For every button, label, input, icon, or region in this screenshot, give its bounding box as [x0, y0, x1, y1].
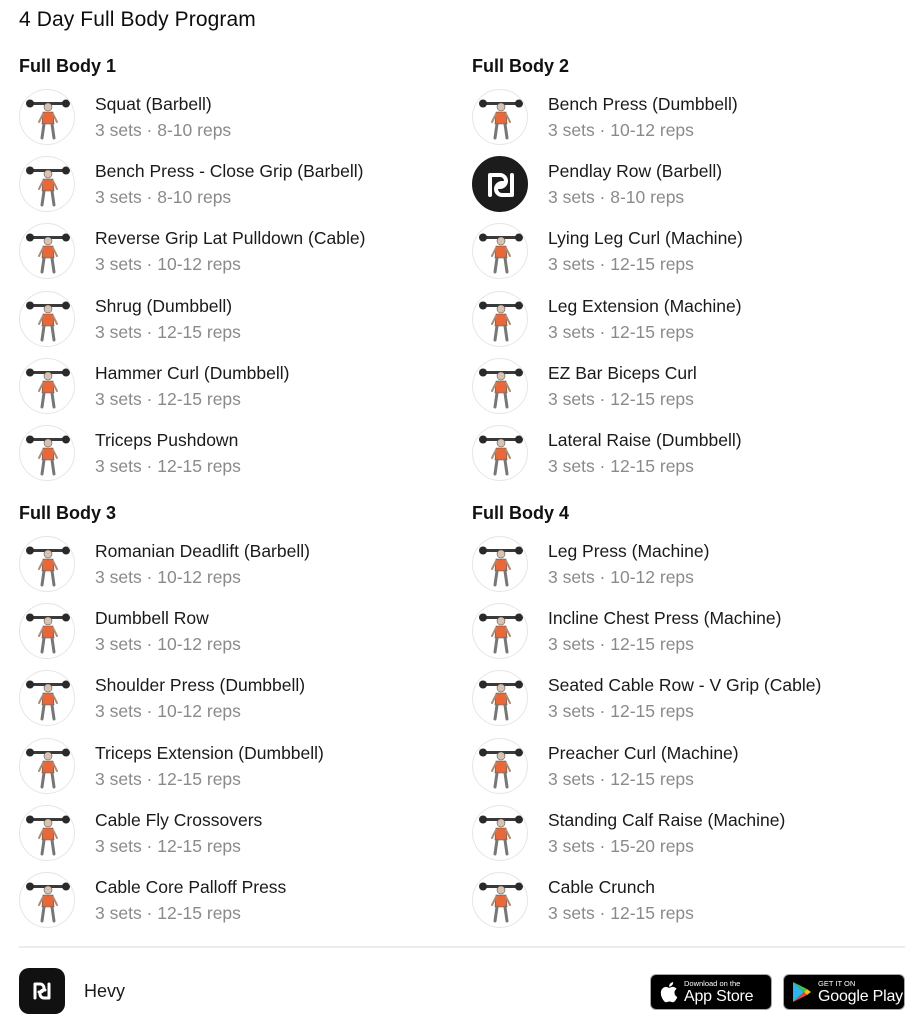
exercise-thumbnail — [19, 223, 75, 279]
exercise-row[interactable] — [472, 87, 912, 147]
exercise-name: Shrug (Dumbbell) — [95, 295, 233, 316]
exercise-row[interactable] — [472, 356, 912, 416]
exercise-name: Cable Crunch — [548, 877, 655, 897]
day-title: Full Body 1 — [19, 56, 117, 76]
exercise-row[interactable] — [472, 803, 912, 863]
exercise-sets-reps: 3 sets · 12-15 reps — [548, 456, 694, 476]
exercise-thumbnail — [472, 603, 528, 659]
exercise-row[interactable] — [19, 423, 459, 483]
exercise-row[interactable] — [472, 736, 912, 796]
exercise-name: Cable Core Palloff Press — [95, 877, 287, 897]
exercise-thumbnail — [19, 89, 75, 145]
brand-name: Hevy — [84, 981, 126, 1001]
exercise-thumbnail — [19, 805, 75, 861]
exercise-name: Romanian Deadlift (Barbell) — [95, 541, 310, 561]
page-title: 4 Day Full Body Program — [19, 8, 256, 31]
exercise-name: Reverse Grip Lat Pulldown (Cable) — [95, 228, 366, 249]
exercise-thumbnail — [472, 805, 528, 861]
exercise-sets-reps: 3 sets · 12-15 reps — [95, 321, 241, 342]
day-section — [472, 501, 912, 921]
exercise-row[interactable] — [472, 601, 912, 661]
exercise-name: Lateral Raise (Dumbbell) — [548, 430, 742, 450]
exercise-thumbnail — [472, 358, 528, 414]
exercise-thumbnail — [19, 738, 75, 794]
exercise-thumbnail — [19, 291, 75, 347]
day-title: Full Body 2 — [472, 56, 570, 76]
day-section — [19, 501, 459, 921]
google-play-icon — [792, 981, 812, 1003]
exercise-thumbnail — [19, 358, 75, 414]
day-section — [472, 54, 912, 474]
day-title: Full Body 4 — [472, 503, 570, 523]
exercise-row[interactable] — [472, 870, 912, 930]
exercise-name: Dumbbell Row — [95, 608, 209, 629]
exercise-row[interactable] — [19, 221, 459, 281]
exercise-name: Bench Press - Close Grip (Barbell) — [95, 161, 364, 182]
exercise-row[interactable] — [19, 289, 459, 349]
exercise-name: Incline Chest Press (Machine) — [548, 608, 782, 629]
exercise-thumbnail — [472, 738, 528, 794]
exercise-name: Seated Cable Row - V Grip (Cable) — [548, 675, 822, 696]
app-store-button[interactable] — [650, 974, 772, 1010]
exercise-sets-reps: 3 sets · 12-15 reps — [548, 254, 694, 275]
exercise-sets-reps: 3 sets · 10-12 reps — [95, 634, 241, 655]
exercise-thumbnail — [19, 425, 75, 481]
exercise-thumbnail — [19, 670, 75, 726]
exercise-thumbnail — [472, 536, 528, 592]
exercise-row[interactable] — [19, 668, 459, 728]
exercise-thumbnail — [472, 291, 528, 347]
exercise-sets-reps: 3 sets · 10-12 reps — [95, 254, 241, 275]
exercise-sets-reps: 3 sets · 8-10 reps — [95, 120, 232, 140]
exercise-sets-reps: 3 sets · 12-15 reps — [95, 768, 241, 789]
exercise-row[interactable] — [19, 356, 459, 416]
exercise-name: Triceps Extension (Dumbbell) — [95, 742, 324, 763]
exercise-name: Cable Fly Crossovers — [95, 809, 263, 830]
exercise-row[interactable] — [19, 87, 459, 147]
exercise-sets-reps: 3 sets · 10-12 reps — [95, 701, 241, 722]
footer-divider — [19, 946, 905, 948]
google-play-small-label: GET IT ON — [818, 979, 856, 988]
exercise-thumbnail — [19, 872, 75, 928]
exercise-row[interactable] — [19, 601, 459, 661]
exercise-sets-reps: 3 sets · 12-15 reps — [548, 634, 694, 655]
exercise-name: Hammer Curl (Dumbbell) — [95, 362, 290, 383]
exercise-name: Shoulder Press (Dumbbell) — [95, 675, 306, 696]
day-section — [19, 54, 459, 474]
exercise-row[interactable] — [472, 423, 912, 483]
exercise-row[interactable] — [472, 221, 912, 281]
exercise-row[interactable] — [19, 534, 459, 594]
exercise-thumbnail — [19, 536, 75, 592]
exercise-row[interactable] — [19, 736, 459, 796]
exercise-thumbnail — [19, 156, 75, 212]
day-title: Full Body 3 — [19, 503, 117, 523]
google-play-button[interactable] — [783, 974, 905, 1010]
exercise-sets-reps: 3 sets · 12-15 reps — [548, 768, 694, 789]
exercise-sets-reps: 3 sets · 15-20 reps — [548, 835, 694, 856]
exercise-row[interactable] — [472, 668, 912, 728]
exercise-row[interactable] — [472, 154, 912, 214]
exercise-sets-reps: 3 sets · 12-15 reps — [95, 456, 241, 476]
exercise-thumbnail — [472, 223, 528, 279]
exercise-sets-reps: 3 sets · 12-15 reps — [95, 388, 241, 409]
exercise-thumbnail — [19, 603, 75, 659]
exercise-thumbnail — [472, 670, 528, 726]
exercise-row[interactable] — [19, 870, 459, 930]
exercise-sets-reps: 3 sets · 8-10 reps — [95, 187, 232, 208]
exercise-sets-reps: 3 sets · 12-15 reps — [95, 903, 241, 923]
exercise-thumbnail — [472, 425, 528, 481]
exercise-row[interactable] — [472, 534, 912, 594]
exercise-sets-reps: 3 sets · 8-10 reps — [548, 187, 685, 208]
exercise-name: EZ Bar Biceps Curl — [548, 362, 697, 383]
exercise-name: Squat (Barbell) — [95, 94, 212, 114]
exercise-name: Bench Press (Dumbbell) — [548, 94, 738, 114]
hevy-logo-icon[interactable] — [19, 968, 65, 1014]
exercise-sets-reps: 3 sets · 10-12 reps — [95, 567, 241, 587]
exercise-name: Preacher Curl (Machine) — [548, 742, 739, 763]
exercise-sets-reps: 3 sets · 10-12 reps — [548, 120, 694, 140]
exercise-name: Standing Calf Raise (Machine) — [548, 809, 786, 830]
exercise-thumbnail — [472, 872, 528, 928]
exercise-sets-reps: 3 sets · 12-15 reps — [548, 388, 694, 409]
exercise-row[interactable] — [19, 803, 459, 863]
apple-icon — [660, 981, 678, 1003]
hevy-logo-icon — [472, 156, 528, 212]
exercise-sets-reps: 3 sets · 12-15 reps — [548, 903, 694, 923]
app-store-small-label: Download on the — [684, 979, 741, 988]
exercise-name: Triceps Pushdown — [95, 430, 239, 450]
exercise-sets-reps: 3 sets · 12-15 reps — [95, 835, 241, 856]
exercise-name: Leg Press (Machine) — [548, 541, 710, 561]
exercise-sets-reps: 3 sets · 10-12 reps — [548, 567, 694, 587]
exercise-row[interactable] — [472, 289, 912, 349]
google-play-label: Google Play — [818, 988, 903, 1005]
exercise-sets-reps: 3 sets · 12-15 reps — [548, 701, 694, 722]
exercise-sets-reps: 3 sets · 12-15 reps — [548, 321, 694, 342]
exercise-thumbnail — [472, 89, 528, 145]
exercise-row[interactable] — [19, 154, 459, 214]
exercise-name: Lying Leg Curl (Machine) — [548, 228, 743, 249]
exercise-name: Pendlay Row (Barbell) — [548, 161, 723, 182]
app-store-label: App Store — [684, 988, 754, 1005]
exercise-name: Leg Extension (Machine) — [548, 295, 742, 316]
